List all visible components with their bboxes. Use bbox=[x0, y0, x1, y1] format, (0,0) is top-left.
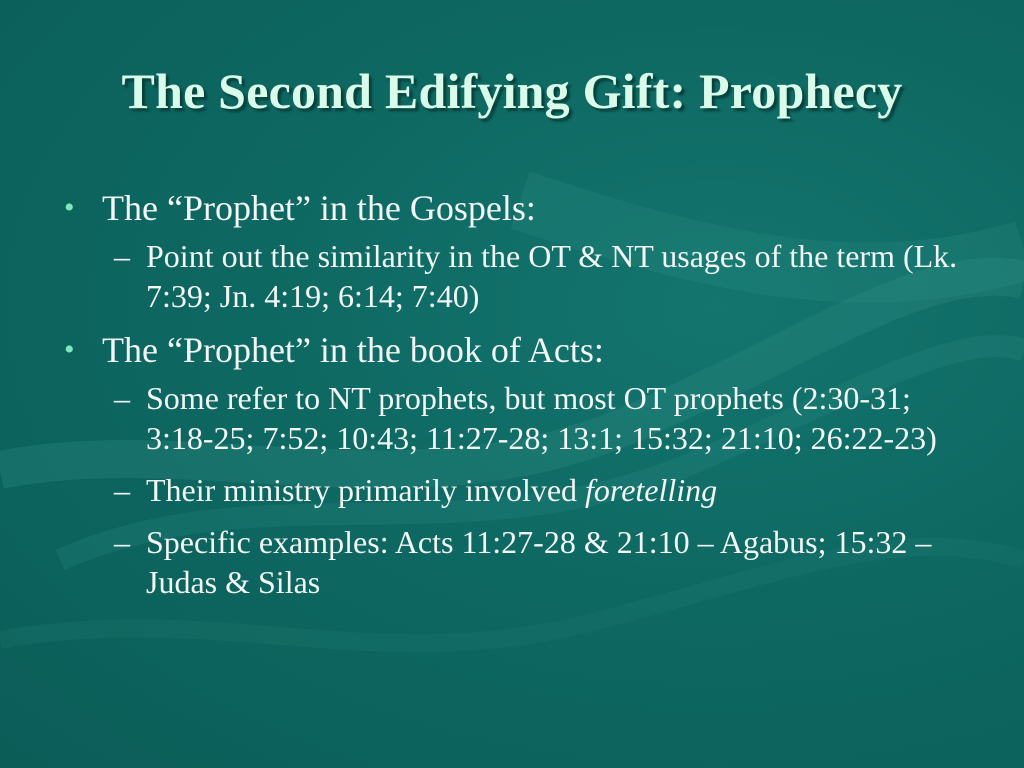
sub-bullet-text: Some refer to NT prophets, but most OT prophets (2:30-31; 3:18-25; 7:52; 10:43; 11:27-28; 13:1; 15:32; 21:10; 26:22-23) bbox=[146, 380, 937, 456]
bullet-text: The “Prophet” in the book of Acts: bbox=[102, 330, 604, 370]
slide-content bbox=[58, 186, 978, 614]
dash-icon: – bbox=[114, 524, 130, 560]
sub-bullet-similarity bbox=[58, 236, 978, 316]
bullet-acts bbox=[58, 328, 978, 372]
sub-bullet-nt-prophets bbox=[58, 378, 978, 458]
sub-bullet-emphasis: foretelling bbox=[585, 472, 718, 508]
dash-icon: – bbox=[114, 472, 130, 508]
dash-icon: – bbox=[114, 238, 130, 274]
sub-bullet-ministry bbox=[58, 470, 978, 510]
bullet-dot-icon: • bbox=[64, 333, 75, 366]
sub-bullet-text: Their ministry primarily involved bbox=[146, 472, 586, 508]
dash-icon: – bbox=[114, 380, 130, 416]
sub-bullet-text: Specific examples: Acts 11:27-28 & 21:10 – Agabus; 15:32 – Judas & Silas bbox=[146, 524, 932, 600]
bullet-gospels bbox=[58, 186, 978, 230]
sub-bullet-text: Point out the similarity in the OT & NT usages of the term (Lk. 7:39; Jn. 4:19; 6:14; 7:40) bbox=[146, 238, 958, 314]
bullet-text: The “Prophet” in the Gospels: bbox=[102, 188, 536, 228]
bullet-dot-icon: • bbox=[64, 191, 75, 224]
slide-title: The Second Edifying Gift: Prophecy bbox=[121, 63, 903, 119]
sub-bullet-examples bbox=[58, 522, 978, 602]
